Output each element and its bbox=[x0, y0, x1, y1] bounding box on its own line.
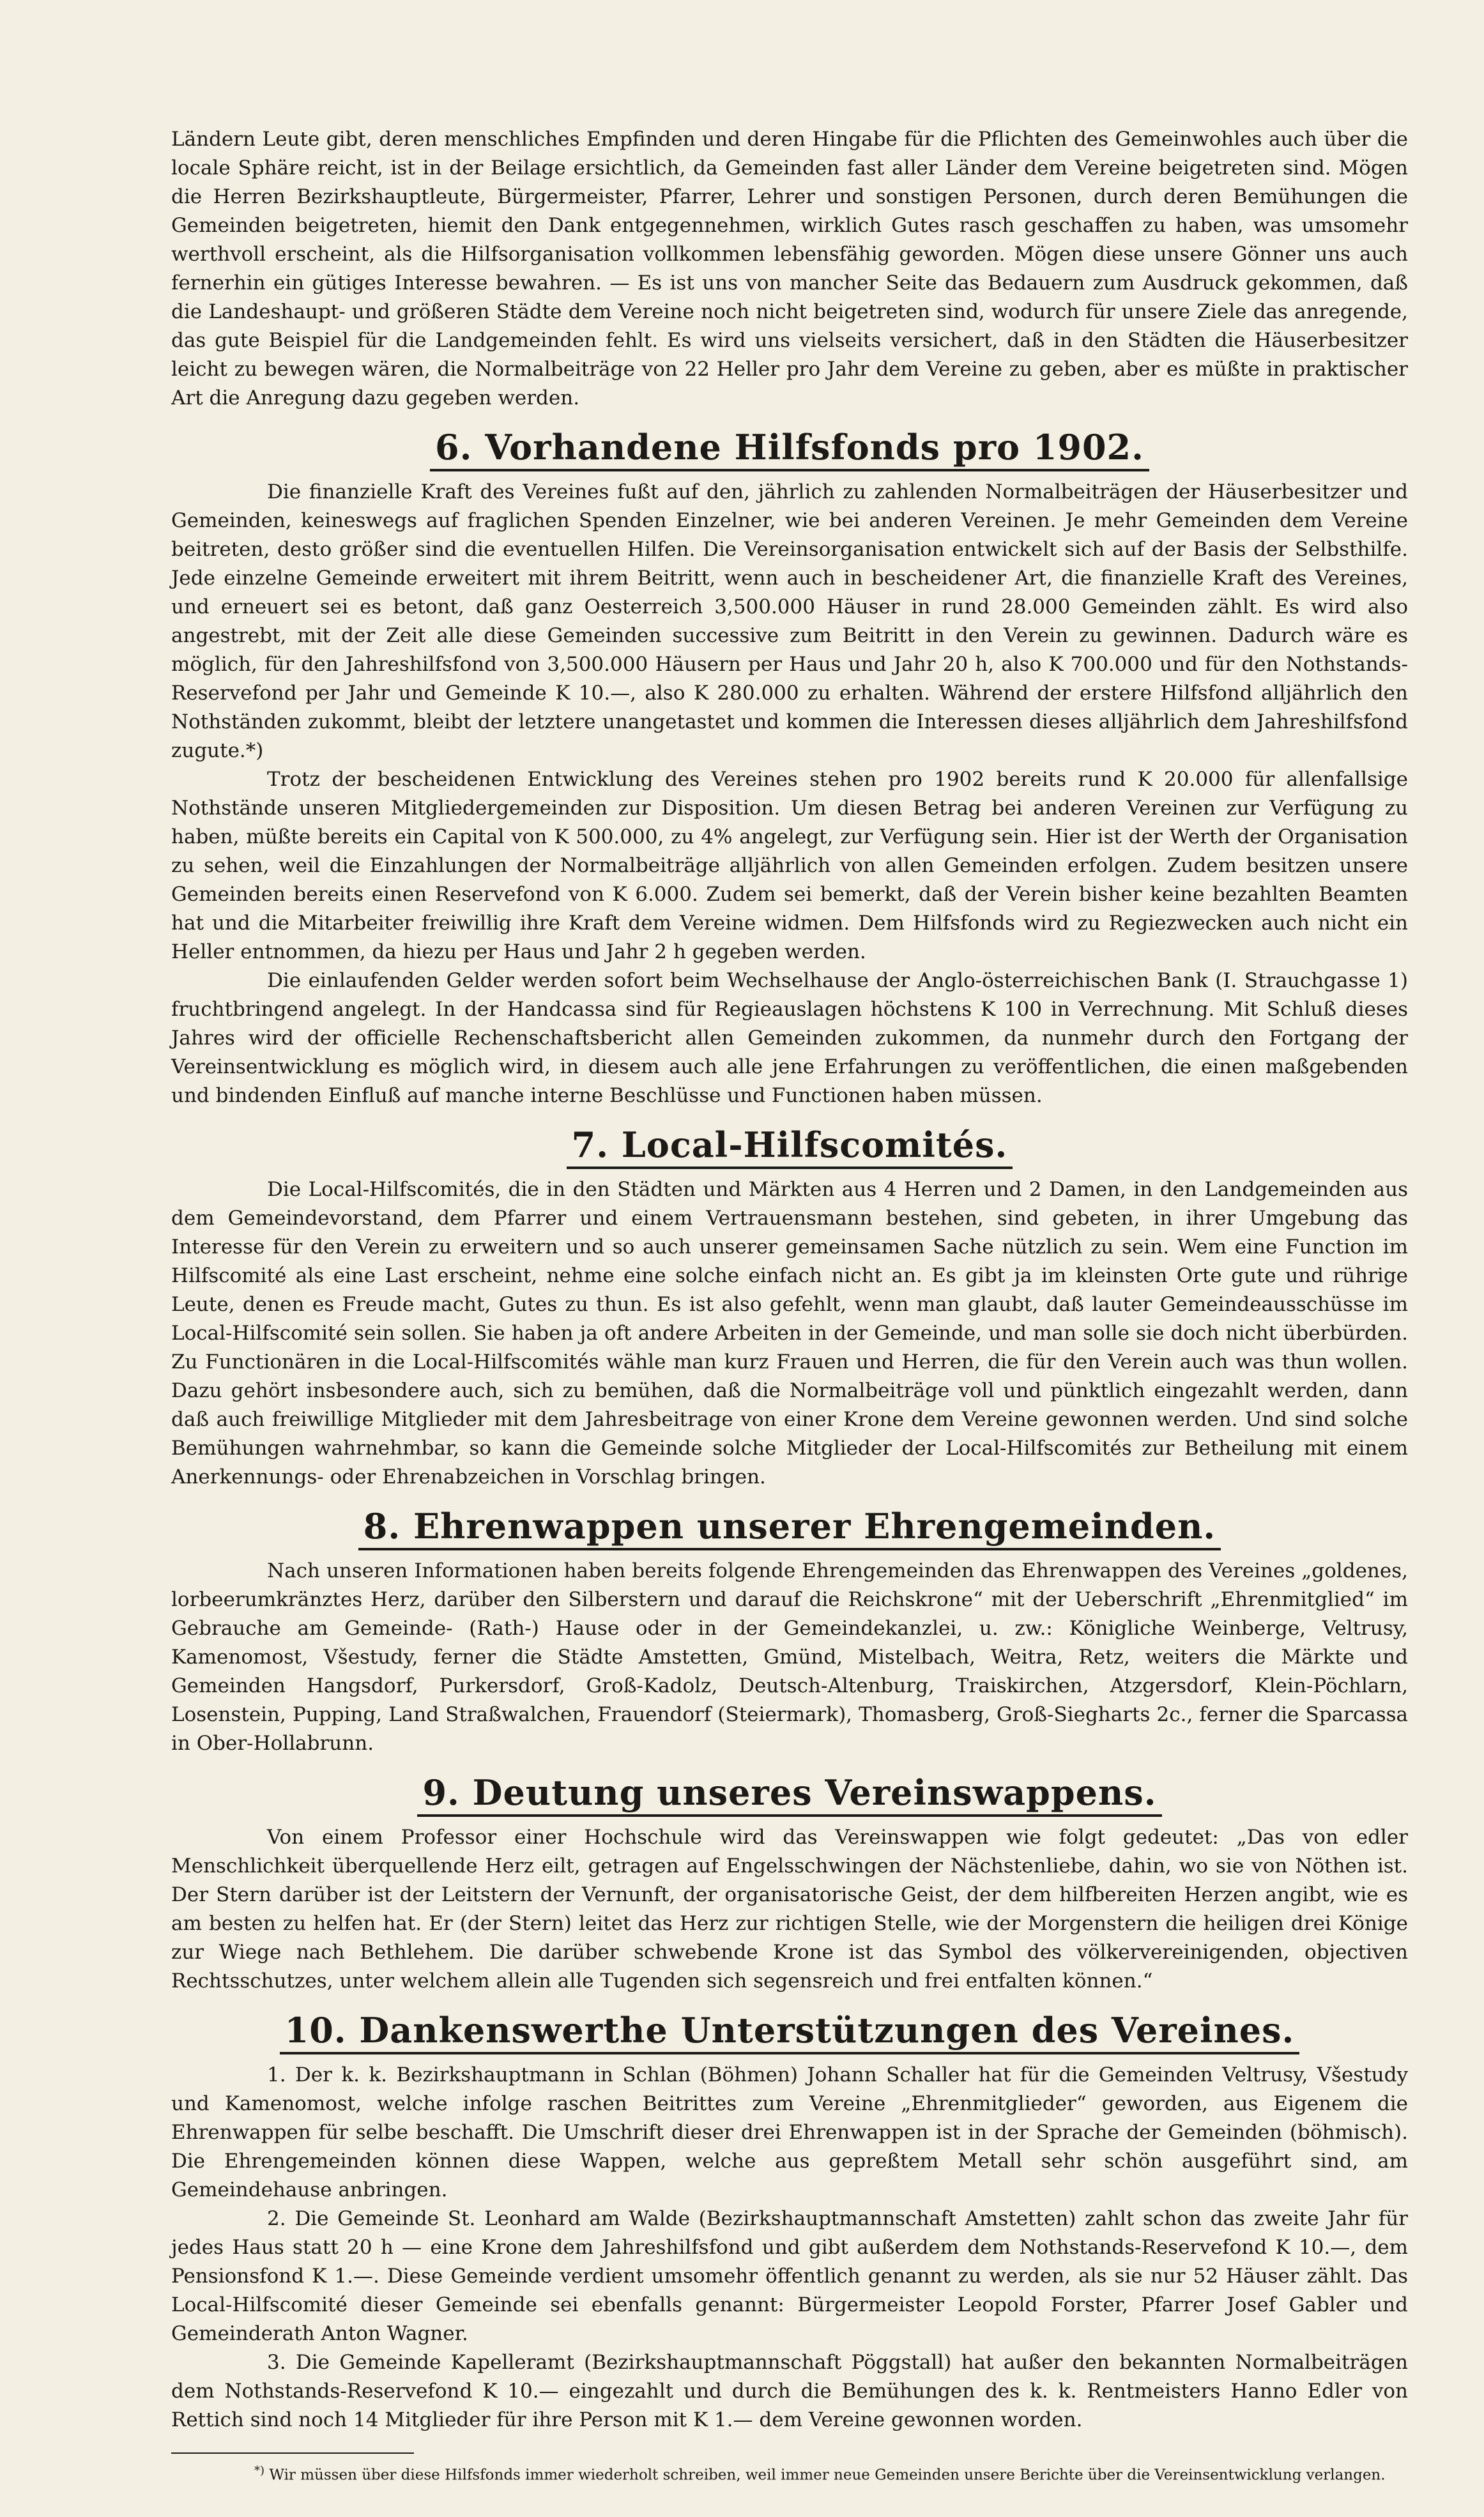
footnote-divider bbox=[171, 2452, 414, 2454]
section-7-paragraph-1: Die Local-Hilfscomités, die in den Städten und Märkten aus 4 Herren und 2 Damen, in den Landgemeinden aus dem Gemeindevorstand, dem Pfarrer und einem Vertrauensmann bestehen, sind gebeten, in ihrer Umgebung das Interesse für den Verein zu erweitern und so auch unserer gemeinsamen Sache nützlich zu sein. Wem eine Function im Hilfscomité als eine Last erscheint, nehme eine solche einfach nicht an. Es gibt ja im kleinsten Orte gute und rührige Leute, denen es Freude macht, Gutes zu thun. Es ist also gefehlt, wenn man glaubt, daß lauter Gemeindeausschüsse im Local-Hilfscomité sein sollen. Sie haben ja oft andere Arbeiten in der Gemeinde, und man solle sie doch nicht überbürden. Zu Functionären in die Local-Hilfscomités wähle man kurz Frauen und Herren, die für den Verein auch was thun wollen. Dazu gehört insbesondere auch, sich zu bemühen, daß die Normalbeiträge voll und pünktlich eingezahlt werden, dann daß auch freiwillige Mitglieder mit dem Jahresbeitrage von einer Krone dem Vereine gewonnen werden. Und sind solche Bemühungen wahrnehmbar, so kann die Gemeinde solche Mitglieder der Local-Hilfscomités zur Betheilung mit einem Anerkennungs- oder Ehrenabzeichen in Vorschlag bringen. bbox=[171, 1178, 1408, 1488]
section-6-paragraph-1: Die finanzielle Kraft des Vereines fußt auf den, jährlich zu zahlenden Normalbeiträgen der Häuserbesitzer und Gemeinden, keineswegs auf fraglichen Spenden Einzelner, wie bei anderen Vereinen. Je mehr Gemeinden dem Vereine beitreten, desto größer sind die eventuellen Hilfen. Die Vereinsorganisation entwickelt sich auf der Basis der Selbsthilfe. Jede einzelne Gemeinde erweitert mit ihrem Beitritt, wenn auch in bescheidener Art, die finanzielle Kraft des Vereines, und erneuert sei es betont, daß ganz Oesterreich 3,500.000 Häuser in rund 28.000 Gemeinden zählt. Es wird also angestrebt, mit der Zeit alle diese Gemeinden successive zum Beitritt in den Verein zu gewinnen. Dadurch wäre es möglich, für den Jahreshilfsfond von 3,500.000 Häusern per Haus und Jahr 20 h, also K 700.000 und für den Nothstands-Reservefond per Jahr und Gemeinde K 10.—, also K 280.000 zu erhalten. Während der erstere Hilfsfond alljährlich den Nothständen zukommt, bleibt der letztere unangetastet und kommen die Interessen dieses alljährlich dem Jahreshilfsfond zugute.*) bbox=[171, 480, 1408, 762]
section-6-paragraph-3: Die einlaufenden Gelder werden sofort beim Wechselhause der Anglo-österreichischen Bank (I. Strauchgasse 1) fruchtbringend angelegt. In der Handcassa sind für Regieauslagen höchstens K 100 in Verrechnung. Mit Schluß dieses Jahres wird der officielle Rechenschaftsbericht allen Gemeinden zukommen, da nunmehr durch den Fortgang der Vereinsentwicklung es möglich wird, in diesem auch alle jene Erfahrungen zu veröffentlichen, die einen maßgebenden und bindenden Einfluß auf manche interne Beschlüsse und Functionen haben müssen. bbox=[171, 969, 1408, 1107]
section-9-title: 9. Deutung unseres Vereinswappens. bbox=[171, 1771, 1408, 1814]
section-10-item-1: 1. Der k. k. Bezirkshauptmann in Schlan (Böhmen) Johann Schaller hat für die Gemeinden Veltrusy, Všestudy und Kamenomost, welche infolge raschen Beitrittes zum Vereine „Ehrenmitglieder“ geworden, aus Eigenem die Ehrenwappen für selbe beschafft. Die Umschrift dieser drei Ehrenwappen ist in der Sprache der Gemeinden (böhmisch). Die Ehrengemeinden können diese Wappen, welche aus gepreßtem Metall sehr schön ausgeführt sind, am Gemeindehause anbringen. bbox=[171, 2063, 1408, 2201]
section-10-item-3: 3. Die Gemeinde Kapelleramt (Bezirkshauptmannschaft Pöggstall) hat außer den bekannten Normalbeiträgen dem Nothstands-Reservefond K 10.— eingezahlt und durch die Bemühungen des k. k. Rentmeisters Hanno Edler von Rettich sind noch 14 Mitglieder für ihre Person mit K 1.— dem Vereine gewonnen worden. bbox=[171, 2351, 1408, 2431]
section-8-title: 8. Ehrenwappen unserer Ehrengemeinden. bbox=[171, 1504, 1408, 1548]
section-10-item-2: 2. Die Gemeinde St. Leonhard am Walde (Bezirkshauptmannschaft Amstetten) zahlt schon das zweite Jahr für jedes Haus statt 20 h — eine Krone dem Jahreshilfsfond und gibt außerdem dem Nothstands-Reservefond K 10.—, dem Pensionsfond K 1.—. Diese Gemeinde verdient umsomehr öffentlich genannt zu werden, als sie nur 52 Häuser zählt. Das Local-Hilfscomité dieser Gemeinde sei ebenfalls genannt: Bürgermeister Leopold Forster, Pfarrer Josef Gabler und Gemeinderath Anton Wagner. bbox=[171, 2207, 1408, 2345]
section-6-paragraph-2: Trotz der bescheidenen Entwicklung des Vereines stehen pro 1902 bereits rund K 20.000 für allenfallsige Nothstände unseren Mitgliedergemeinden zur Disposition. Um diesen Betrag bei anderen Vereinen zur Verfügung zu haben, müßte bereits ein Capital von K 500.000, zu 4% angelegt, zur Verfügung sein. Hier ist der Werth der Organisation zu sehen, weil die Einzahlungen der Normalbeiträge alljährlich von allen Gemeinden erfolgen. Zudem besitzen unsere Gemeinden bereits einen Reservefond von K 6.000. Zudem sei bemerkt, daß der Verein bisher keine bezahlten Beamten hat und die Mitarbeiter freiwillig ihre Kraft dem Vereine widmen. Dem Hilfsfonds wird zu Regiezwecken auch nicht ein Heller entnommen, da hiezu per Haus und Jahr 2 h gegeben werden. bbox=[171, 768, 1408, 963]
footnote bbox=[171, 2460, 1408, 2486]
section-6-title: 6. Vorhandene Hilfsfonds pro 1902. bbox=[171, 425, 1408, 469]
page-content bbox=[171, 125, 1408, 2486]
section-7-title: 7. Local-Hilfscomités. bbox=[171, 1123, 1408, 1167]
footnote-mark: *) bbox=[254, 2464, 265, 2477]
section-8-paragraph-1: Nach unseren Informationen haben bereits folgende Ehrengemeinden das Ehrenwappen des Vereines „goldenes, lorbeerumkränztes Herz, darüber den Silberstern und darauf die Reichskrone“ mit der Ueberschrift „Ehrenmitglied“ im Gebrauche am Gemeinde- (Rath-) Hause oder in der Gemeindekanzlei, u. zw.: Königliche Weinberge, Veltrusy, Kamenomost, Všestudy, ferner die Städte Amstetten, Gmünd, Mistelbach, Weitra, Retz, weiters die Märkte und Gemeinden Hangsdorf, Purkersdorf, Groß-Kadolz, Deutsch-Altenburg, Traiskirchen, Atzgersdorf, Klein-Pöchlarn, Losenstein, Pupping, Land Straßwalchen, Frauendorf (Steiermark), Thomasberg, Groß-Siegharts 2c., ferner die Sparcassa in Ober-Hollabrunn. bbox=[171, 1559, 1408, 1755]
footnote-text: Wir müssen über diese Hilfsfonds immer wiederholt schreiben, weil immer neue Gemeinden unsere Berichte über die Vereinsentwicklung verlangen. bbox=[269, 2467, 1386, 2484]
section-10-title: 10. Dankenswerthe Unterstützungen des Vereines. bbox=[171, 2008, 1408, 2052]
intro-paragraph: Ländern Leute gibt, deren menschliches Empfinden und deren Hingabe für die Pflichten des Gemeinwohles auch über die locale Sphäre reicht, ist in der Beilage ersichtlich, da Gemeinden fast aller Länder dem Vereine beigetreten sind. Mögen die Herren Bezirkshauptleute, Bürgermeister, Pfarrer, Lehrer und sonstigen Personen, durch deren Bemühungen die Gemeinden beigetreten, hiemit den Dank entgegennehmen, wirklich Gutes rasch geschaffen zu haben, was umsomehr werthvoll erscheint, als die Hilfsorganisation vollkommen lebensfähig geworden. Mögen diese unsere Gönner uns auch fernerhin ein gütiges Interesse bewahren. — Es ist uns von mancher Seite das Bedauern zum Ausdruck gekommen, daß die Landeshaupt- und größeren Städte dem Vereine noch nicht beigetreten sind, wodurch für unsere Ziele das anregende, das gute Beispiel für die Landgemeinden fehlt. Es wird uns vielseits versichert, daß in den Städten die Häuserbesitzer leicht zu bewegen wären, die Normalbeiträge von 22 Heller pro Jahr dem Vereine zu geben, aber es müßte in praktischer Art die Anregung dazu gegeben werden. bbox=[171, 128, 1408, 409]
section-9-paragraph-1: Von einem Professor einer Hochschule wird das Vereinswappen wie folgt gedeutet: „Das von edler Menschlichkeit überquellende Herz eilt, getragen auf Engelsschwingen der Nächstenliebe, dahin, wo sie von Nöthen ist. Der Stern darüber ist der Leitstern der Vernunft, der organisatorische Geist, der dem hilfbereiten Herzen angibt, wie es am besten zu helfen hat. Er (der Stern) leitet das Herz zur richtigen Stelle, wie der Morgenstern die heiligen drei Könige zur Wiege nach Bethlehem. Die darüber schwebende Krone ist das Symbol des völkervereinigenden, objectiven Rechtsschutzes, unter welchem allein alle Tugenden sich segensreich und frei entfalten können.“ bbox=[171, 1826, 1408, 1993]
